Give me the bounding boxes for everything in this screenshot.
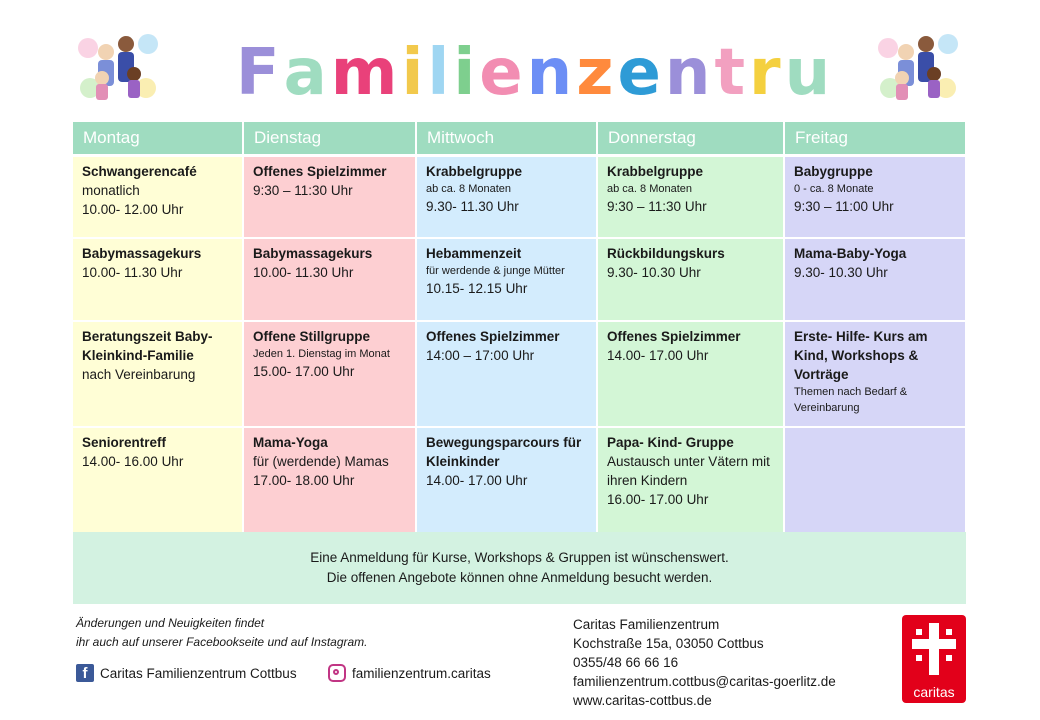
cell-note: für werdende & junge Mütter (426, 264, 565, 277)
title-letter: a (283, 36, 331, 110)
title-letter: z (576, 36, 618, 110)
schedule-cell (416, 321, 597, 427)
cell-line: Austausch unter Vätern mit ihren Kindern (607, 453, 770, 488)
schedule-cell (416, 238, 597, 321)
schedule-header-row (73, 122, 966, 156)
day-header: Mittwoch (416, 122, 597, 156)
day-header: Montag (73, 122, 243, 156)
title-letter: l (427, 36, 454, 110)
instagram-link[interactable] (328, 664, 491, 682)
cell-line: 17.00- 18.00 Uhr (253, 472, 355, 488)
cell-title: Krabbelgruppe (607, 164, 704, 179)
cell-title: Bewegungsparcours für Kleinkinder (426, 434, 582, 469)
schedule-table (73, 122, 967, 534)
schedule-cell (73, 321, 243, 427)
cell-line: nach Vereinbarung (82, 366, 196, 382)
cell-line: 9.30- 10.30 Uhr (794, 264, 888, 280)
cell-title: Rückbildungskurs (607, 245, 725, 261)
address-name: Caritas Familienzentrum (573, 617, 720, 632)
cell-line: 9:30 – 11:30 Uhr (253, 183, 353, 198)
address-phone: 0355/48 66 66 16 (573, 655, 679, 670)
cell-title: Mama-Baby-Yoga (794, 245, 907, 261)
cell-title: Offenes Spielzimmer (607, 328, 741, 344)
cell-line: 9:30 – 11:00 Uhr (794, 199, 894, 214)
title-letter: r (749, 36, 785, 110)
title-letter: n (526, 36, 577, 110)
caritas-logo (902, 615, 966, 703)
cell-title: Schwangerencafé (82, 164, 197, 179)
day-header: Freitag (784, 122, 966, 156)
cell-line: 16.00- 17.00 Uhr (607, 491, 709, 507)
cell-title: Babymassagekurs (253, 245, 373, 261)
schedule-cell (597, 427, 784, 533)
cell-line: 14.00- 17.00 Uhr (426, 472, 528, 488)
cell-title: Babygruppe (794, 164, 873, 179)
schedule-cell (784, 238, 966, 321)
schedule-cell (73, 156, 243, 238)
cell-title: Papa- Kind- Gruppe (607, 434, 734, 450)
cell-line: monatlich (82, 183, 140, 198)
footer-note (76, 614, 368, 652)
schedule-row (73, 238, 966, 321)
family-illustration-left (72, 18, 164, 110)
facebook-link[interactable] (76, 664, 297, 682)
cell-line: 9.30- 10.30 Uhr (607, 264, 701, 280)
address-street: Kochstraße 15a, 03050 Cottbus (573, 636, 764, 651)
schedule-cell (243, 156, 416, 238)
cell-title: Erste- Hilfe- Kurs am Kind, Workshops & Vorträge (794, 328, 928, 382)
cell-line: 14.00- 17.00 Uhr (607, 347, 709, 363)
schedule-row (73, 156, 966, 238)
day-header: Donnerstag (597, 122, 784, 156)
footer-note-line: ihr auch auf unserer Facebookseite und auf Instagram. (76, 635, 368, 649)
schedule-cell (73, 427, 243, 533)
schedule-cell (784, 427, 966, 533)
title-letter: i (453, 36, 480, 110)
instagram-label: familienzentrum.caritas (352, 665, 491, 681)
cell-title: Hebammenzeit (426, 245, 522, 261)
cell-note: ab ca. 8 Monaten (607, 183, 693, 195)
schedule-cell (597, 156, 784, 238)
facebook-icon: f (76, 664, 94, 682)
cell-line: 9:30 – 11:30 Uhr (607, 199, 707, 214)
title-letter: e (479, 36, 527, 110)
schedule-cell (416, 427, 597, 533)
logo-text: caritas (913, 684, 955, 700)
schedule-cell (416, 156, 597, 238)
family-illustration-right (872, 18, 964, 110)
cell-line: 10.15- 12.15 Uhr (426, 280, 528, 296)
cell-note: Themen nach Bedarf & Vereinbarung (794, 385, 908, 414)
cell-line: 10.00- 12.00 Uhr (82, 202, 184, 217)
cell-title: Seniorentreff (82, 434, 167, 450)
cell-line: 10.00- 11.30 Uhr (82, 264, 183, 280)
title-letter: m (330, 36, 402, 110)
cell-line: 10.00- 11.30 Uhr (253, 264, 354, 280)
schedule-row (73, 427, 966, 533)
address-web[interactable]: www.caritas-cottbus.de (573, 693, 712, 708)
schedule-cell (784, 321, 966, 427)
cell-line: 15.00- 17.00 Uhr (253, 363, 355, 379)
title-letter: F (235, 36, 284, 110)
schedule-cell (597, 238, 784, 321)
cell-title: Krabbelgruppe (426, 164, 523, 179)
schedule-cell (597, 321, 784, 427)
cell-note: ab ca. 8 Monaten (426, 183, 512, 195)
title-letter: u (784, 36, 835, 110)
schedule-cell (243, 238, 416, 321)
title-letter: n (664, 36, 715, 110)
instagram-icon (328, 664, 346, 682)
day-header: Dienstag (243, 122, 416, 156)
facebook-label: Caritas Familienzentrum Cottbus (100, 665, 297, 681)
footer-note-line: Änderungen und Neuigkeiten findet (76, 616, 265, 630)
page-title (235, 28, 835, 118)
contact-address (573, 615, 836, 710)
title-letter: e (617, 36, 665, 110)
schedule-cell (784, 156, 966, 238)
notice-line: Eine Anmeldung für Kurse, Workshops & Gruppen ist wünschenswert. (310, 550, 729, 565)
cell-note: Jeden 1. Dienstag im Monat (253, 347, 390, 360)
schedule-cell (243, 321, 416, 427)
notice-line: Die offenen Angebote können ohne Anmeldung besucht werden. (326, 570, 713, 585)
cell-line: für (werdende) Mamas (253, 453, 389, 469)
cell-title: Mama-Yoga (253, 434, 328, 450)
cell-title: Babymassagekurs (82, 245, 202, 261)
registration-notice (73, 532, 966, 604)
cell-title: Offenes Spielzimmer (426, 328, 560, 344)
cell-line: 14.00- 16.00 Uhr (82, 453, 184, 469)
cell-title: Beratungszeit Baby-Kleinkind-Familie (82, 328, 213, 363)
caritas-cross-icon (902, 615, 966, 683)
schedule-cell (73, 238, 243, 321)
title-letter: i (401, 36, 428, 110)
cell-title: Offene Stillgruppe (253, 328, 371, 344)
address-email[interactable]: familienzentrum.cottbus@caritas-goerlitz.de (573, 674, 836, 689)
schedule-cell (243, 427, 416, 533)
cell-line: 14:00 – 17:00 Uhr (426, 347, 535, 363)
schedule-row (73, 321, 966, 427)
title-letter: t (714, 36, 750, 110)
cell-title: Offenes Spielzimmer (253, 164, 387, 179)
cell-note: 0 - ca. 8 Monate (794, 183, 874, 195)
cell-line: 9.30- 11.30 Uhr (426, 199, 519, 214)
